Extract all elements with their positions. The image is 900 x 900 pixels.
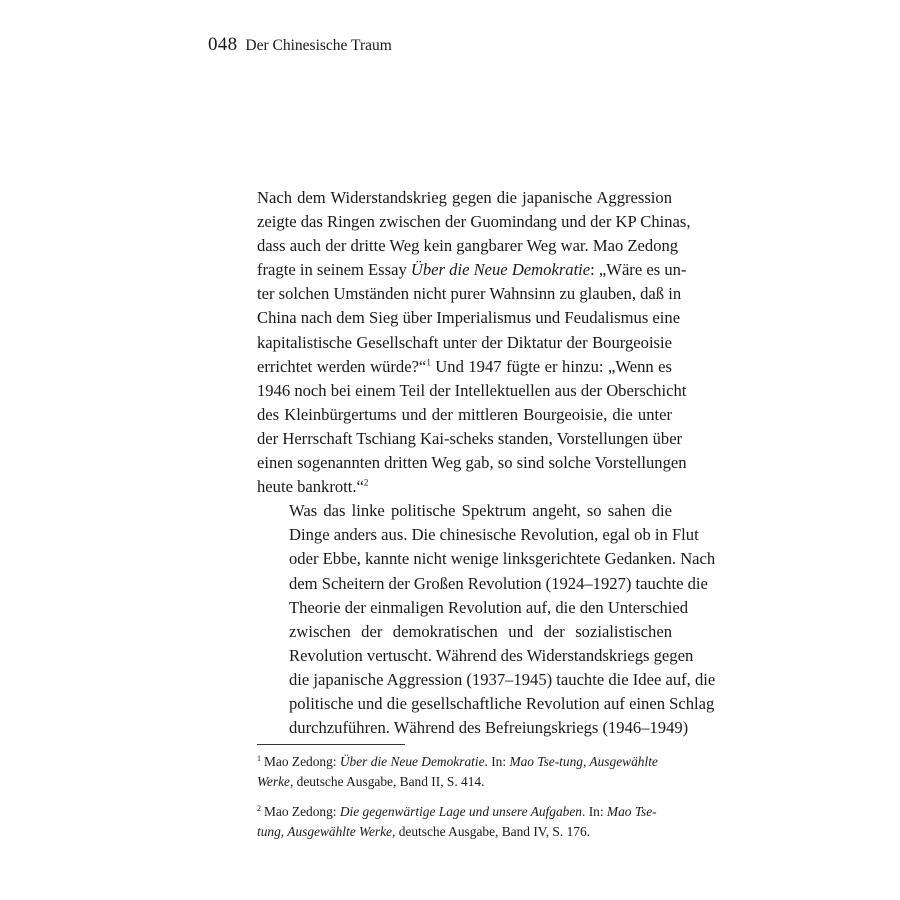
footnote-text: , deutsche Ausgabe, Band II, S. 414.: [289, 774, 485, 789]
footnote-marker: 1: [257, 753, 261, 763]
footnote-ref-2[interactable]: 2: [363, 477, 369, 488]
text-run: Und 1947 fügte er hinzu: „Wenn es: [430, 356, 673, 376]
running-title: Der Chinesische Traum: [245, 37, 392, 54]
page-number: 048: [208, 34, 238, 55]
text-run: fragte in seinem Essay: [257, 260, 411, 280]
text-line: China nach dem Sieg über Imperialismus und Feudalismus eine: [257, 308, 681, 328]
body-text: [257, 186, 716, 740]
footnote-title: Die gegenwärtige Lage und unsere Aufgaben: [339, 804, 582, 819]
text-line: des Kleinbürgertums und der mittleren Bourgeoisie, die unter: [257, 404, 672, 424]
text-line: kapitalistische Gesellschaft unter der Diktatur der Bourgeoisie: [257, 332, 672, 352]
footnote-text: , deutsche Ausgabe, Band IV, S. 176.: [392, 824, 591, 839]
footnote-text: . In:: [582, 804, 607, 819]
text-line: zwischen der demokratischen und der sozialistischen: [289, 621, 672, 641]
footnote-author: Mao Zedong:: [264, 754, 340, 769]
text-line: Was das linke politische Spektrum angeht, so sahen die: [289, 501, 672, 521]
text-run: : „Wäre es un-: [590, 260, 687, 280]
footnotes: [257, 752, 672, 852]
paragraph-1: [257, 186, 691, 499]
footnote-text: . In:: [484, 754, 510, 769]
text-line: durchzuführen. Während des Befreiungskriegs (1946–1949): [289, 718, 689, 738]
text-line: oder Ebbe, kannte nicht wenige linksgerichtete Gedanken. Nach: [289, 549, 716, 569]
text-line: [257, 258, 687, 282]
footnote-title: Über die Neue Demokratie: [339, 754, 485, 769]
text-line: Dinge anders aus. Die chinesische Revolution, egal ob in Flut: [289, 525, 699, 545]
text-line: zeigte das Ringen zwischen der Guomindang und der KP Chinas,: [257, 212, 691, 232]
text-line: Theorie der einmaligen Revolution auf, die den Unterschied: [289, 597, 689, 617]
text-line: dass auch der dritte Weg kein gangbarer Weg war. Mao Zedong: [257, 236, 679, 256]
text-line: die japanische Aggression (1937–1945) tauchte die Idee auf, die: [289, 669, 716, 689]
text-line: ter solchen Umständen nicht purer Wahnsinn zu glauben, daß in: [257, 284, 682, 304]
text-line: [257, 355, 672, 379]
page-header: [208, 34, 392, 56]
text-run: errichtet werden würde?“: [257, 356, 427, 376]
footnote-marker: 2: [257, 803, 261, 813]
footnote-ref-1[interactable]: 1: [426, 357, 431, 368]
text-line: 1946 noch bei einem Teil der Intellektuellen aus der Oberschicht: [257, 380, 687, 400]
footnote-work: Mao Tse-tung, Ausgewählte Werke: [257, 754, 658, 789]
text-line: der Herrschaft Tschiang Kai-scheks standen, Vorstellungen über: [257, 428, 683, 448]
text-line: Revolution vertuscht. Während des Widerstandskriegs gegen: [289, 645, 694, 665]
text-line: politische und die gesellschaftliche Revolution auf einen Schlag: [289, 693, 715, 713]
text-run: heute bankrott.“: [257, 477, 364, 497]
footnote-author: Mao Zedong:: [264, 804, 340, 819]
text-line: [257, 475, 672, 499]
text-line: einen sogenannten dritten Weg gab, so sind solche Vorstellungen: [257, 453, 687, 473]
text-line: dem Scheitern der Großen Revolution (1924–1927) tauchte die: [289, 573, 708, 593]
essay-title: Über die Neue Demokratie: [410, 260, 591, 280]
footnote-1: [257, 752, 672, 792]
footnote-2: [257, 802, 672, 842]
footnote-divider: [257, 744, 405, 745]
paragraph-2: [257, 499, 716, 740]
footnote-work: Mao Tse-tung, Ausgewählte Werke: [257, 804, 657, 839]
text-line: Nach dem Widerstandskrieg gegen die japanische Aggression: [257, 188, 672, 207]
